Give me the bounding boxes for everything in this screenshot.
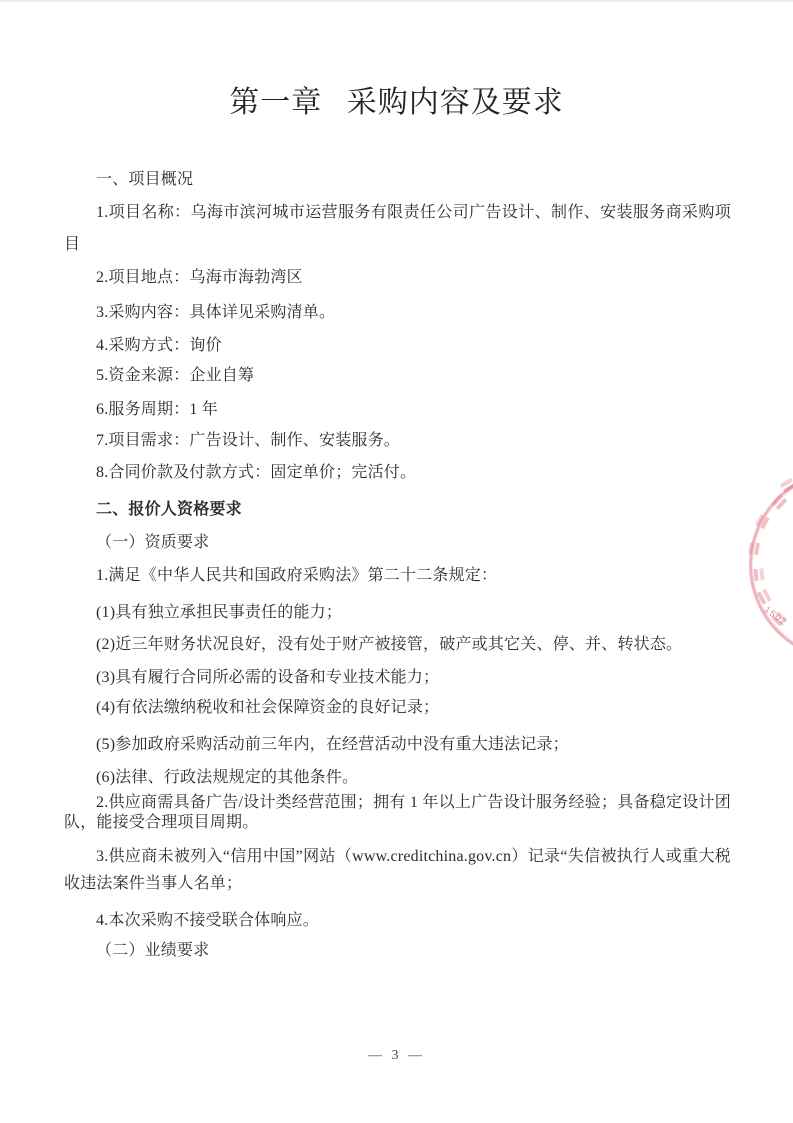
para-no-consortium: 4.本次采购不接受联合体响应。	[96, 912, 320, 929]
section-heading-project-overview: 一、项目概况	[96, 171, 194, 188]
para-project-location: 2.项目地点：乌海市海勃湾区	[96, 269, 303, 286]
para-service-period: 6.服务周期：1 年	[96, 401, 219, 418]
seal-glyph-mark	[757, 591, 767, 604]
chapter-title: 第一章 采购内容及要求	[229, 86, 564, 119]
seal-glyph-mark	[760, 517, 769, 529]
seal-glyph-mark	[771, 615, 783, 626]
para-procurement-content: 3.采购内容：具体详见采购清单。	[96, 304, 336, 321]
para-condition-4: (4)有依法缴纳税收和社会保障资金的良好记录；	[96, 699, 440, 716]
seal-glyph-mark	[776, 498, 788, 510]
seal-glyph-mark	[754, 543, 760, 556]
section-heading-bidder-qualification: 二、报价人资格要求	[96, 501, 242, 518]
scan-edge-artifact	[0, 0, 793, 3]
subheading-performance-requirements: （二）业绩要求	[96, 942, 210, 959]
para-funding-source: 5.资金来源：企业自筹	[96, 367, 255, 384]
para-law-article-22: 1.满足《中华人民共和国政府采购法》第二十二条规定：	[96, 567, 498, 584]
para-condition-2: (2)近三年财务状况良好，没有处于财产被接管，破产或其它关、停、并、转状态。	[96, 636, 683, 653]
seal-glyph-mark	[783, 483, 793, 493]
para-supplier-scope: 2.供应商需具备广告/设计类经营范围；拥有 1 年以上广告设计服务经验；具备稳定设计团队，能接受合理项目周期。	[64, 794, 731, 831]
para-contract-payment: 8.合同价款及付款方式：固定单价；完活付。	[96, 464, 417, 481]
seal-glyph-mark	[753, 569, 758, 581]
para-procurement-method: 4.采购方式：询价	[96, 337, 222, 354]
para-project-name: 1.项目名称：乌海市滨河城市运营服务有限责任公司广告设计、制作、安装服务商采购项目	[64, 204, 731, 253]
para-condition-6: (6)法律、行政法规规定的其他条件。	[96, 769, 359, 786]
para-condition-3: (3)具有履行合同所必需的设备和专业技术能力；	[96, 669, 440, 686]
para-condition-5: (5)参加政府采购活动前三年内，在经营活动中没有重大违法记录；	[96, 736, 569, 753]
red-circular-seal	[749, 469, 793, 661]
subheading-qualification-requirements: （一）资质要求	[96, 534, 210, 551]
page-number: — 3 —	[368, 1048, 425, 1063]
seal-serial-number: 1502	[762, 604, 790, 628]
seal-ring	[749, 469, 793, 661]
para-condition-1: (1)具有独立承担民事责任的能力；	[96, 604, 343, 621]
para-project-requirements: 7.项目需求：广告设计、制作、安装服务。	[96, 432, 401, 449]
para-credit-china: 3.供应商未被列入“信用中国”网站（www.creditchina.gov.cn）记录“失信被执行人或重大税收违法案件当事人名单；	[64, 848, 731, 892]
